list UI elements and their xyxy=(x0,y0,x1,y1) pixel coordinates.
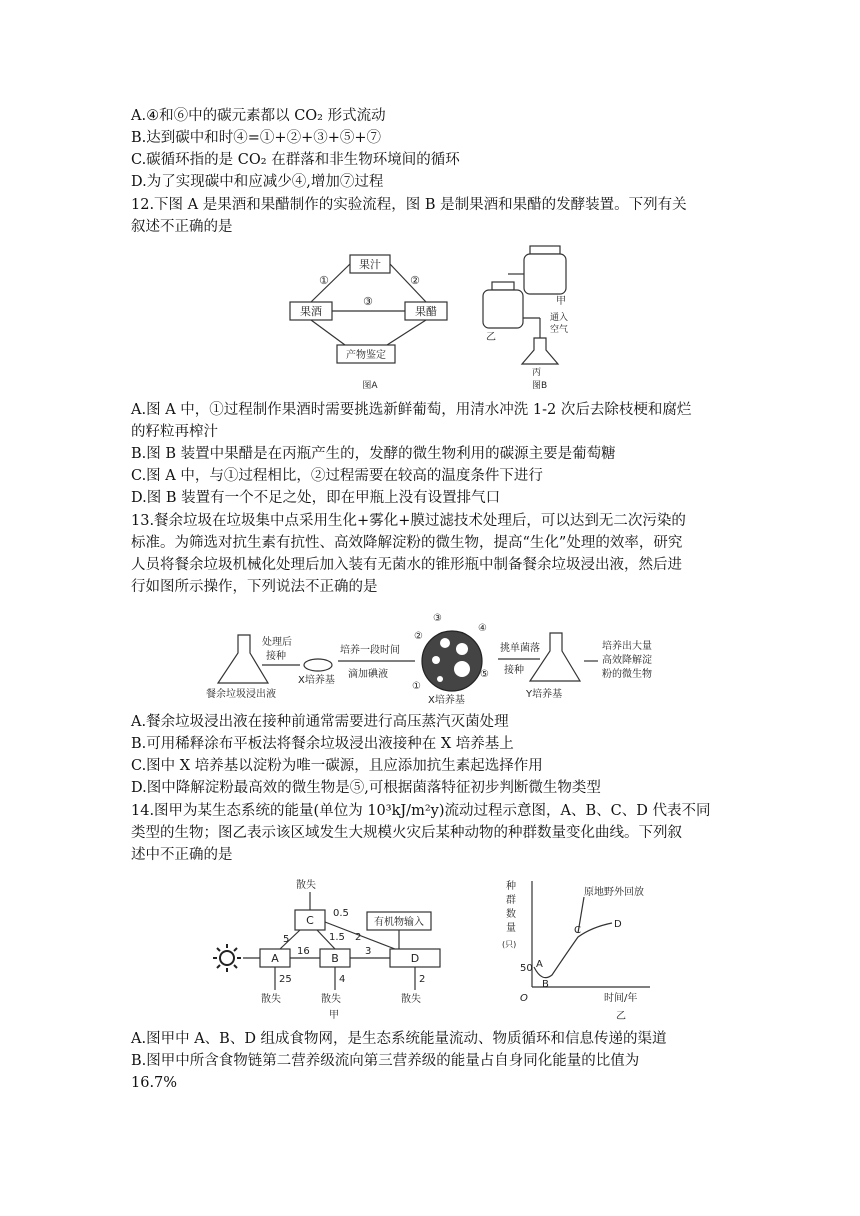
yi-point-a: A xyxy=(536,959,543,970)
fig-a-arrow-1 xyxy=(311,264,350,302)
yi-ylabel-4: 量 xyxy=(506,923,516,934)
fig-b-caption: 图B xyxy=(532,381,548,391)
jia-v16: 16 xyxy=(297,946,310,957)
yi-ylabel-1: 种 xyxy=(506,881,516,892)
yi-release-label: 原地野外回放 xyxy=(584,887,644,898)
yi-ylabel-3: 数 xyxy=(506,909,516,920)
q11-option-b: B.达到碳中和时④=①+②+③+⑤+⑦ xyxy=(131,130,382,146)
q13-option-d: D.图中降解淀粉最高效的微生物是⑤,可根据菌落特征初步判断微生物类型 xyxy=(131,780,601,796)
fig-b-air-label-2: 空气 xyxy=(550,325,569,335)
q14-option-b-line2: 16.7% xyxy=(131,1075,178,1091)
fig13-liquid-label: 餐余垃圾浸出液 xyxy=(206,689,276,700)
yi-point-d: D xyxy=(614,919,622,930)
fig-a-n1: ① xyxy=(319,274,329,287)
fig-b-jia-label: 甲 xyxy=(556,296,566,307)
fig-a-arrow-5 xyxy=(387,320,426,345)
q12-option-a-line1: A.图 A 中，①过程制作果酒时需要挑选新鲜葡萄，用清水冲洗 1-2 次后去除枝梗和腐烂 xyxy=(131,402,692,418)
fig13-colony-3 xyxy=(440,638,450,648)
q14-figure-jia xyxy=(205,872,465,1022)
jia-label-d: D xyxy=(410,952,420,965)
yi-y50: 50 xyxy=(520,963,533,974)
fig13-proc-label-1: 处理后 xyxy=(262,637,292,648)
yi-release-arrow xyxy=(578,897,584,933)
jia-loss-a: 散失 xyxy=(261,994,281,1005)
fig13-c5: ⑤ xyxy=(480,669,489,680)
jia-v25: 25 xyxy=(279,974,292,985)
jia-caption: 甲 xyxy=(329,1010,339,1021)
fig13-colony-5 xyxy=(454,661,470,677)
fig-b-yi-cap xyxy=(492,282,514,290)
fig13-iodine-label: 滴加碘液 xyxy=(348,669,388,680)
fig-a-identify-label: 产物鉴定 xyxy=(346,350,386,361)
q12-option-b: B.图 B 装置中果醋是在丙瓶产生的，发酵的微生物利用的碳源主要是葡萄糖 xyxy=(131,446,616,462)
jia-loss-b: 散失 xyxy=(321,994,341,1005)
fig-a-juice-label: 果汁 xyxy=(359,258,381,271)
fig-b-bing-label: 丙 xyxy=(532,368,542,378)
jia-loss-top: 散失 xyxy=(296,880,316,891)
sun-icon xyxy=(220,951,234,965)
q13-stem-line4: 行如图所示操作，下列说法不正确的是 xyxy=(131,579,378,595)
fig-b-jia-bottle xyxy=(524,254,566,294)
q12-figure-a xyxy=(285,250,455,395)
jia-v3: 3 xyxy=(365,946,372,957)
fig13-pick-label: 挑单菌落 xyxy=(500,643,540,654)
fig13-plate xyxy=(422,631,482,691)
fig13-colony-2 xyxy=(432,656,440,664)
jia-label-b: B xyxy=(331,952,339,965)
fig-b-yi-label: 乙 xyxy=(486,332,496,343)
fig-a-arrow-2 xyxy=(390,264,426,302)
q14-stem-line1: 14.图甲为某生态系统的能量(单位为 10³kJ/m²y)流动过程示意图，A、B、C、D 代表不同 xyxy=(131,803,711,819)
jia-v2: 2 xyxy=(419,974,426,985)
fig13-result-2: 高效降解淀 xyxy=(602,655,652,666)
q12-figure-b xyxy=(478,238,598,393)
fig13-culture-label: 培养一段时间 xyxy=(340,645,400,656)
yi-ylabel-2: 群 xyxy=(506,895,516,906)
jia-label-c: C xyxy=(306,914,314,927)
q14-option-a: A.图甲中 A、B、D 组成食物网，是生态系统能量流动、物质循环和信息传递的渠道 xyxy=(131,1031,667,1047)
q13-figure xyxy=(200,605,670,705)
fig13-colony-4 xyxy=(456,643,468,655)
fig13-inoc-label: 接种 xyxy=(504,665,524,676)
q14-option-b-line1: B.图甲中所含食物链第二营养级流向第三营养级的能量占自身同化能量的比值为 xyxy=(131,1053,640,1069)
q13-stem-line3: 人员将餐余垃圾机械化处理后加入装有无菌水的锥形瓶中制备餐余垃圾浸出液，然后进 xyxy=(131,557,682,573)
q12-stem-line2: 叙述不正确的是 xyxy=(131,219,233,235)
fig13-c3: ③ xyxy=(433,613,442,624)
q12-stem-line1: 12.下图 A 是果酒和果醋制作的实验流程，图 B 是制果酒和果醋的发酵装置。下列有关 xyxy=(131,197,687,213)
jia-v15: 1.5 xyxy=(329,932,345,943)
fig13-c1: ① xyxy=(412,681,421,692)
fig-a-vinegar-label: 果醋 xyxy=(415,305,437,318)
q13-option-b: B.可用稀释涂布平板法将餐余垃圾浸出液接种在 X 培养基上 xyxy=(131,736,514,752)
yi-xlabel: 时间/年 xyxy=(604,993,638,1004)
q14-figure-yi xyxy=(500,875,680,1023)
jia-label-a: A xyxy=(271,952,279,965)
fig13-result-1: 培养出大量 xyxy=(602,641,652,652)
fig-a-n2: ② xyxy=(410,274,420,287)
yi-curve xyxy=(534,923,612,978)
fig13-ymed-label: Y培养基 xyxy=(526,689,563,700)
q12-option-a-line2: 的籽粒再榨汁 xyxy=(131,424,218,440)
yi-yunit: (只) xyxy=(502,940,517,949)
q13-option-c: C.图中 X 培养基以淀粉为唯一碳源，且应添加抗生素起选择作用 xyxy=(131,758,543,774)
q11-option-c: C.碳循环指的是 CO₂ 在群落和非生物环境间的循环 xyxy=(131,152,460,168)
q13-stem-line2: 标准。为筛选对抗生素有抗性、高效降解淀粉的微生物，提高“生化”处理的效率，研究 xyxy=(131,535,683,551)
fig13-xmed2-label: X培养基 xyxy=(428,695,465,705)
jia-v2top: 2 xyxy=(355,932,362,943)
jia-v5: 5 xyxy=(283,934,290,945)
q12-option-c: C.图 A 中，与①过程相比，②过程需要在较高的温度条件下进行 xyxy=(131,468,543,484)
yi-caption: 乙 xyxy=(616,1011,626,1022)
q12-option-d: D.图 B 装置有一个不足之处，即在甲瓶上没有设置排气口 xyxy=(131,490,501,506)
fig-a-n3: ③ xyxy=(363,295,373,308)
q11-option-a: A.④和⑥中的碳元素都以 CO₂ 形式流动 xyxy=(131,108,386,124)
fig-b-jia-cap xyxy=(530,246,560,254)
fig13-colony-1 xyxy=(437,676,443,682)
fig13-xmed-label: X培养基 xyxy=(298,675,335,686)
fig13-proc-label-2: 接种 xyxy=(266,651,286,662)
fig-a-arrow-4 xyxy=(311,320,345,345)
fig13-c2: ② xyxy=(414,631,423,642)
fig13-result-3: 粉的微生物 xyxy=(602,669,652,680)
fig-a-wine-label: 果酒 xyxy=(300,305,322,318)
jia-v4: 4 xyxy=(339,974,346,985)
fig13-dish-x xyxy=(304,659,332,671)
q11-option-d: D.为了实现碳中和应减少④,增加⑦过程 xyxy=(131,174,384,190)
fig13-c4: ④ xyxy=(478,623,487,634)
yi-point-b: B xyxy=(542,979,549,990)
fig-a-caption: 图A xyxy=(362,381,378,391)
fig-b-air-label-1: 通入 xyxy=(550,313,569,323)
fig13-flask-left xyxy=(218,635,268,683)
jia-organic-label: 有机物输入 xyxy=(374,917,424,928)
yi-point-c: C xyxy=(574,925,581,936)
q13-option-a: A.餐余垃圾浸出液在接种前通常需要进行高压蒸汽灭菌处理 xyxy=(131,714,509,730)
fig-b-bing-flask xyxy=(522,338,558,364)
q13-stem-line1: 13.餐余垃圾在垃圾集中点采用生化+雾化+膜过滤技术处理后，可以达到无二次污染的 xyxy=(131,513,686,529)
fig-b-yi-bottle xyxy=(483,290,523,328)
fig13-flask-right xyxy=(530,633,580,681)
q14-stem-line2: 类型的生物；图乙表示该区域发生大规模火灾后某种动物的种群数量变化曲线。下列叙 xyxy=(131,825,682,841)
jia-v05: 0.5 xyxy=(333,908,349,919)
q14-stem-line3: 述中不正确的是 xyxy=(131,847,233,863)
yi-origin: O xyxy=(520,993,528,1004)
jia-loss-d: 散失 xyxy=(401,994,421,1005)
